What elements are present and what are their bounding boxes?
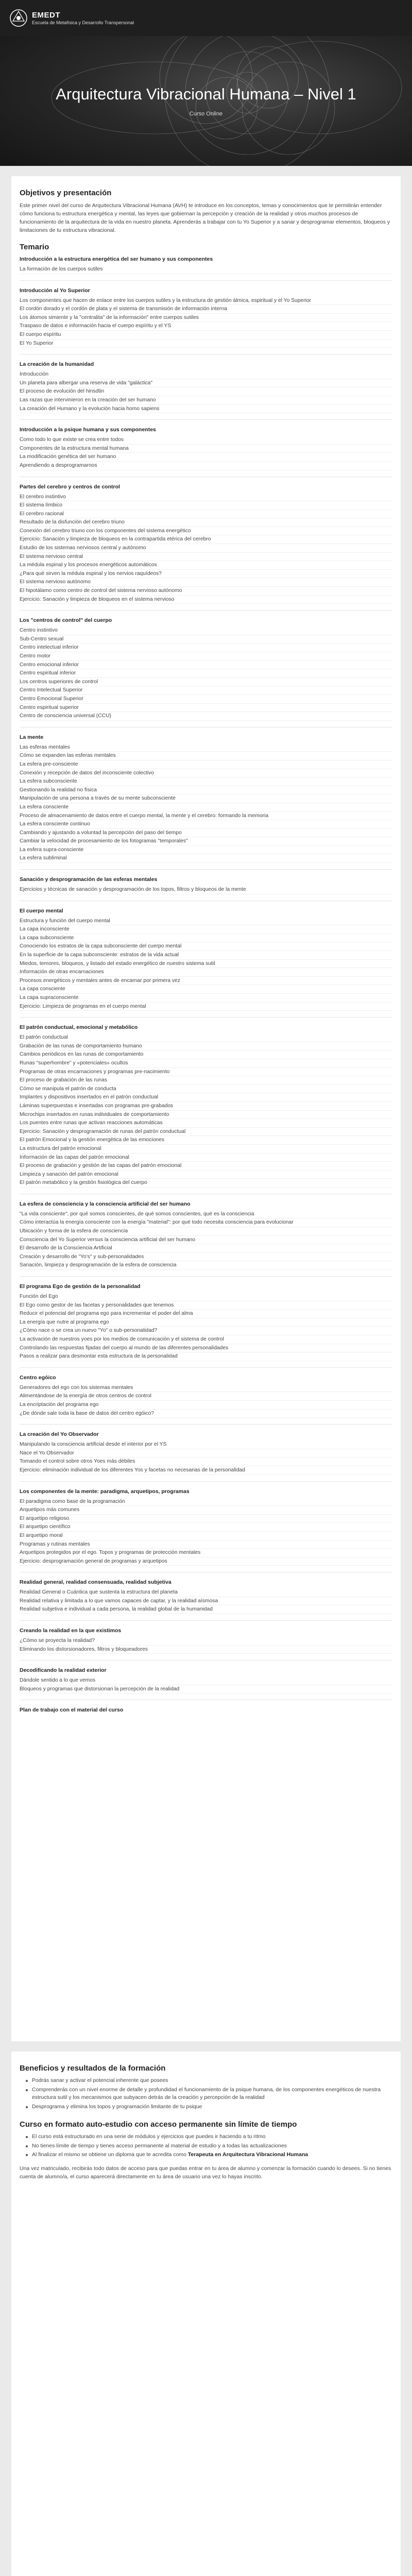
- temario-item: La estructura del patrón emocional: [20, 1145, 392, 1154]
- temario-item: Ejercicio: Sanación y desprogramación de runas del patrón conductual: [20, 1128, 392, 1137]
- temario-item: Introducción: [20, 370, 392, 379]
- temario-item: Cambios periódicos en las runas de comportamiento: [20, 1050, 392, 1059]
- list-item: Desprograma y elimina los topos y programación limitante de tu psique: [26, 2103, 392, 2111]
- temario-item: La activación de nuestros yoes por los medios de comunicación y el sistema de control: [20, 1335, 392, 1344]
- course-subtitle: Curso Online: [189, 111, 223, 117]
- temario-section: [20, 1194, 392, 1270]
- temario-item: La capa consciente: [20, 985, 392, 994]
- temario-section: [20, 901, 392, 1011]
- temario-item: La capa inconsciente: [20, 925, 392, 934]
- temario-item: Las esferas mentales: [20, 743, 392, 752]
- temario-item: La esfera subliminal: [20, 854, 392, 863]
- logo-icon: [9, 9, 28, 27]
- temario-item: "La vida consciente", por qué somos conscientes, de qué somos conscientes, qué es la consciencia: [20, 1210, 392, 1219]
- temario-section: [20, 1017, 392, 1188]
- temario-section: [20, 280, 392, 348]
- temario-item: Ejercicio: desprogramación general de programas y arquetipos: [20, 1557, 392, 1566]
- temario-section: [20, 1424, 392, 1475]
- temario-item: Centro intelectual inferior: [20, 643, 392, 652]
- temario-item: El cerebro racional: [20, 510, 392, 519]
- temario-item: Realidad subjetiva e individual a cada persona, la realidad global de la humanidad: [20, 1605, 392, 1614]
- list-item: Comprenderás con un nivel enorme de detalle y profundidad el funcionamiento de la psique humana, de los componentes energéticos de nuestra estructura sutil y los mecanismos que subyacen detrás de la creación y percepción de la realidad: [26, 2086, 392, 2102]
- temario-section-title: La creación del Yo Observador: [20, 1431, 99, 1438]
- temario-item: Cómo se manipula el patrón de conducta: [20, 1085, 392, 1094]
- temario-item: Arquetipos protegidos por el ego. Topos y programas de protección mentales: [20, 1549, 392, 1557]
- beneficios-list: [26, 2077, 392, 2111]
- temario-item: Información de las capas del patrón emocional: [20, 1154, 392, 1162]
- temario-item: Cambiando y ajustando a voluntad la percepción del paso del tiempo: [20, 829, 392, 838]
- temario-section-title: El cuerpo mental: [20, 907, 63, 914]
- temario-item: En la superficie de la capa subconsciente: estratos de la vida actual: [20, 951, 392, 960]
- temario-item: Procesos energéticos y mentales antes de encarnar por primera vez: [20, 977, 392, 986]
- temario-item: Los componentes que hacen de enlace entre los cuerpos sutiles y la estructura de gestión álmica, espiritual y el Yo Superior: [20, 297, 392, 306]
- temario-item: Estructura y función del cuerpo mental: [20, 917, 392, 926]
- temario-section-title: Creando la realidad en la que existimos: [20, 1628, 122, 1634]
- temario-item: Las razas que intervinieron en la creación del ser humano: [20, 396, 392, 405]
- temario-item: La energía que nutre al programa ego: [20, 1318, 392, 1327]
- list-item: No tienes límite de tiempo y tienes acceso permanente al material de estudio y a todas las actualizaciones: [26, 2142, 392, 2150]
- temario-section: [20, 1276, 392, 1361]
- temario-item: El patrón conductual: [20, 1033, 392, 1042]
- temario-item: Traspaso de datos e información hacia el cuerpo espíritu y el YS: [20, 322, 392, 331]
- temario-section: [20, 1620, 392, 1654]
- temario-item: La esfera pre-consciente: [20, 760, 392, 769]
- temario-item: Centro de consciencia universal (CCU): [20, 712, 392, 721]
- objetivos-text: Este primer nivel del curso de Arquitectura Vibracional Humana (AVH) te introduce en los conceptos, temas y conocimientos que te permitirán entender cómo funciona tu estructura energética y mental, las leyes que gobiernan la percepción y creación de la realidad y otros muchos procesos de funcionamiento de la arquitectura de la vida en nuestro planeta. Aprenderás a trabajar con tu Yo Superior y a sanar y desprogramar elementos, bloqueos y limitaciones de tu estructura vibracional.: [20, 202, 390, 233]
- formato-list: [26, 2133, 392, 2159]
- temario-item: Los átomos simiente y la "centralita" de la información" entre cuerpos sutiles: [20, 314, 392, 323]
- temario-item: Ubicación y forma de la esfera de consciencia: [20, 1227, 392, 1236]
- temario-item: Controlando las respuestas fijadas del cuerpo al mundo de las diferentes personalidades: [20, 1344, 392, 1353]
- temario-item: Microchips insertados en runas individuales de comportamiento: [20, 1111, 392, 1120]
- benefits-card: [11, 2052, 401, 2576]
- temario-item: El cordón dorado y el cordón de plata y el sistema de transmisión de información interna: [20, 305, 392, 314]
- temario-item: La modificación genética del ser humano: [20, 453, 392, 462]
- temario-item: La médula espinal y los procesos energéticos automáticos: [20, 561, 392, 570]
- temario-item: Pasos a realizar para desmontar esta estructura de la personalidad: [20, 1352, 392, 1361]
- temario-item: ¿De dónde sale toda la base de datos del centro egóico?: [20, 1410, 392, 1418]
- temario-section: [20, 1700, 392, 1714]
- temario-item: El patrón Emocional y la gestión energética de las emociones: [20, 1136, 392, 1145]
- list-item-text: Al finalizar el mismo se obtiene un diploma que te acredita como: [32, 2151, 188, 2158]
- temario-item: El arquetipo religioso: [20, 1515, 392, 1523]
- temario-item: Cómo se expanden las esferas mentales: [20, 752, 392, 760]
- temario-item: Centro espiritual superior: [20, 704, 392, 713]
- temario-item: Aprendiendo a desprogramarnos: [20, 462, 392, 470]
- temario-item: Componentes de la estructura mental humana: [20, 445, 392, 453]
- temario-item: Generadores del ego con los sistemas mentales: [20, 1384, 392, 1393]
- temario-section: [20, 1481, 392, 1566]
- temario-section: [20, 419, 392, 470]
- temario-item: La capa supraconsciente: [20, 994, 392, 1003]
- temario-item: El desarrollo de la Consciencia Artificial: [20, 1244, 392, 1253]
- temario-item: Estudio de los sistemas nerviosos central y autónomo: [20, 544, 392, 553]
- temario-item: El sistema límbico: [20, 501, 392, 510]
- temario-item: Función del Ego: [20, 1293, 392, 1301]
- site-logo[interactable]: [9, 9, 134, 27]
- brand-name: EMEDT: [32, 11, 60, 20]
- temario-section: [20, 256, 392, 274]
- temario-item: Bloqueos y programas que distorsionan la percepción de la realidad: [20, 1685, 392, 1694]
- temario-section: [20, 1660, 392, 1693]
- temario-item: Eliminando los distorsionadores, filtros y bloqueadores: [20, 1646, 392, 1654]
- temario-item: Implantes y dispositivos insertados en el patrón conductual: [20, 1093, 392, 1102]
- temario-section-title: Centro egóico: [20, 1374, 56, 1381]
- temario-item: Nace el Yo Observador: [20, 1449, 392, 1458]
- temario-section-title: Decodificando la realidad exterior: [20, 1667, 107, 1674]
- temario-item: Reducir el potencial del programa ego para incrementar el poder del alma: [20, 1310, 392, 1318]
- temario-item: Manipulando la consciencia artificial desde el interior por el YS: [20, 1440, 392, 1449]
- temario-item: La capa subconsciente: [20, 934, 392, 943]
- formato-heading: Curso en formato auto-estudio con acceso permanente sin límite de tiempo: [20, 2120, 297, 2129]
- temario-section-title: Introducción al Yo Superior: [20, 287, 90, 294]
- temario-item: ¿Cómo se proyecta la realidad?: [20, 1637, 392, 1646]
- temario-item: Proceso de almacenamiento de datos entre el cuerpo mental, la mente y el cerebro: formando la memoria: [20, 812, 392, 821]
- temario-section: [20, 1572, 392, 1614]
- temario-item: Ejercicio: Sanación y limpieza de bloqueos en la contrapartida etérica del cerebro: [20, 535, 392, 544]
- course-title: Arquitectura Vibracional Humana – Nivel 1: [56, 85, 356, 103]
- temario-item: Runas "superhombre" y «potenciales» ocultos: [20, 1059, 392, 1068]
- temario-section-title: La mente: [20, 734, 44, 740]
- temario-item: Láminas superpuestas e insertadas con programas pre-grabados: [20, 1102, 392, 1111]
- enrolment-note: Una vez matriculado, recibirás todo datos de acceso para que puedas entrar en tu área de alumno y comenzar la formación cuando lo desees. Si no tienes cuenta de alumno/a, el curso aparecerá directamente en tu área de usuario una vez lo hayas inscrito.: [20, 2165, 391, 2180]
- temario-item: Gestionando la realidad no física: [20, 786, 392, 795]
- temario-section-title: El programa Ego de gestión de la personalidad: [20, 1283, 141, 1290]
- diploma-title: Terapeuta en Arquitectura Vibracional Humana: [187, 2151, 308, 2158]
- temario-item: El proceso de grabación y gestión de las capas del patrón emocional: [20, 1162, 392, 1171]
- temario-item: Sub-Centro sexual: [20, 635, 392, 644]
- temario-item: Conexión y recepción de datos del inconsciente colectivo: [20, 769, 392, 778]
- temario-item: Miedos, temores, bloqueos, y listado del estado energético de nuestro sistema sutil: [20, 960, 392, 969]
- temario-item: Tomando el control sobre otros Yoes más débiles: [20, 1458, 392, 1466]
- temario-item: Limpieza y sanación del patrón emocional: [20, 1171, 392, 1179]
- list-item: Podrás sanar y activar el potencial inherente que posees: [26, 2077, 392, 2085]
- temario-item: Centro espiritual inferior: [20, 669, 392, 678]
- temario-item: Programas y rutinas mentales: [20, 1540, 392, 1549]
- temario-item: Manipulación de una persona a través de su mente subconsciente: [20, 794, 392, 803]
- temario-item: Sanación, limpieza y desprogramación de la esfera de consciencia: [20, 1261, 392, 1270]
- temario-item: Un planeta para albergar una reserva de vida "galáctica": [20, 379, 392, 388]
- temario-item: Información de otras encarnaciones: [20, 968, 392, 977]
- temario-heading: Temario: [20, 243, 49, 251]
- temario-item: Ejercicio: Sanación y limpieza de bloqueos en el sistema nervioso: [20, 596, 392, 604]
- temario-item: Resultado de la disfunción del cerebro triuno: [20, 518, 392, 527]
- temario-item: Centro instintivo: [20, 626, 392, 635]
- temario-section: [20, 727, 392, 863]
- temario-item: El hipotálamo como centro de control del sistema nervioso autónomo: [20, 587, 392, 596]
- temario-item: Ejercicios y técnicas de sanación y desprogramación de los topos, filtros y bloqueos de la mente: [20, 886, 392, 894]
- temario-section-title: Plan de trabajo con el material del curso: [20, 1707, 124, 1714]
- temario-item: Realidad relativa y limitada a lo que vamos capaces de captar, y la realidad aísmosa: [20, 1597, 392, 1606]
- temario-item: ¿Para qué sirven la médula espinal y los nervios raquídeos?: [20, 570, 392, 579]
- temario-item: El Yo Superior: [20, 340, 392, 348]
- temario-section-title: Los componentes de la mente: paradigma, arquetipos, programas: [20, 1488, 190, 1495]
- list-item: [26, 2151, 392, 2159]
- temario-item: El patrón metabólico y la gestión fisiológica del cuerpo: [20, 1179, 392, 1188]
- temario-section: [20, 869, 392, 894]
- temario-item: Programas de otras encarnaciones y programas pre-nacimiento: [20, 1068, 392, 1077]
- hero-banner: [0, 36, 412, 166]
- temario-item: La encriptación del programa ego: [20, 1401, 392, 1410]
- temario-item: La esfera subconsciente: [20, 777, 392, 786]
- temario-section: [20, 1367, 392, 1418]
- temario-section-title: Partes del cerebro y centros de control: [20, 483, 120, 490]
- temario-item: Conociendo los estratos de la capa subconsciente del cuerpo mental: [20, 942, 392, 951]
- temario-item: Consciencia del Yo Superior versus la consciencia artificial del ser humano: [20, 1236, 392, 1245]
- temario-item: La esfera consciente: [20, 803, 392, 812]
- top-bar: [0, 0, 412, 36]
- temario-item: El proceso de grabación de las runas: [20, 1076, 392, 1085]
- temario-item: Dándole sentido a lo que vemos: [20, 1676, 392, 1685]
- temario-section: [20, 354, 392, 413]
- temario-item: Ejercicio: Limpieza de programas en el cuerpo mental: [20, 1003, 392, 1011]
- temario-item: Arquetipos más comunes: [20, 1506, 392, 1515]
- temario-item: La formación de los cuerpos sutiles: [20, 265, 392, 274]
- temario-list: [20, 256, 392, 1714]
- temario-section-title: Introducción a la psique humana y sus componentes: [20, 427, 156, 433]
- course-content-card: [11, 176, 401, 2041]
- temario-item: El cerebro instintivo: [20, 493, 392, 502]
- temario-section-title: El patrón conductual, emocional y metabólico: [20, 1024, 138, 1031]
- temario-item: Cómo interactúa la energía consciente con la energía "material": por qué todo necesita consciencia para evolucionar: [20, 1218, 392, 1227]
- temario-item: Centro Intelectual Superior: [20, 686, 392, 695]
- temario-section-title: Introducción a la estructura energética del ser humano y sus componentes: [20, 256, 213, 262]
- temario-item: Centro motor: [20, 652, 392, 661]
- temario-item: La esfera consciente continuo: [20, 820, 392, 829]
- objetivos-heading: Objetivos y presentación: [20, 189, 112, 197]
- temario-item: El sistema nervioso central: [20, 553, 392, 562]
- temario-section-title: Sanación y desprogramación de las esferas mentales: [20, 876, 158, 883]
- temario-item: Realidad General o Cuántica que sustenta la estructura del planeta: [20, 1588, 392, 1597]
- temario-item: La esfera supra-consciente: [20, 846, 392, 855]
- list-item: El curso está estructurado en una serie de módulos y ejercicios que puedes ir haciendo a tu ritmo: [26, 2133, 392, 2141]
- temario-item: Grabación de las runas de comportamiento humano: [20, 1042, 392, 1051]
- temario-item: Centro emocional inferior: [20, 661, 392, 670]
- temario-item: El arquetipo moral: [20, 1532, 392, 1540]
- temario-item: Alimentándose de la energía de otros centros de control: [20, 1392, 392, 1401]
- temario-item: Ejercicio: eliminación individual de los diferentes Yos y facetas no necesarias de la personalidad: [20, 1466, 392, 1475]
- temario-section-title: La creación de la humanidad: [20, 361, 94, 368]
- temario-item: El cuerpo espíritu: [20, 331, 392, 340]
- temario-item: Como todo lo que existe se crea entre todos: [20, 436, 392, 445]
- temario-item: Conexión del cerebro triuno con los componentes del sistema energético: [20, 527, 392, 536]
- temario-item: Los puentes entre runas que activan reacciones automáticas: [20, 1119, 392, 1128]
- temario-section: [20, 477, 392, 604]
- temario-item: Centro Emocional Superior: [20, 695, 392, 704]
- temario-section: [20, 610, 392, 721]
- temario-item: La creación del Humano y la evolución hacia homo sapiens: [20, 405, 392, 414]
- beneficios-heading: Beneficios y resultados de la formación: [20, 2064, 166, 2073]
- temario-item: El paradigma como base de la programación: [20, 1498, 392, 1506]
- temario-item: ¿Cómo nace o se crea un nuevo "Yo" o sub-personalidad?: [20, 1327, 392, 1335]
- temario-section-title: La esfera de consciencia y la consciencia artificial del ser humano: [20, 1200, 191, 1207]
- temario-section-title: Los "centros de control" del cuerpo: [20, 617, 112, 624]
- temario-item: El arquetipo científico: [20, 1523, 392, 1532]
- temario-item: El sistema nervioso autónomo: [20, 578, 392, 587]
- brand-tagline: Escuela de Metafísica y Desarrollo Transpersonal: [32, 20, 134, 25]
- temario-item: El proceso de evolución del hinsdtin: [20, 387, 392, 396]
- temario-item: Creación y desarrollo de "Yo's" y sub-personalidades: [20, 1253, 392, 1262]
- temario-section-title: Realidad general, realidad consensuada, realidad subjetiva: [20, 1579, 171, 1586]
- temario-item: El Ego como gestor de las facetas y personalidades que tenemos: [20, 1301, 392, 1310]
- temario-item: Cambiar la velocidad de procesamiento de los fotogramas "temporales": [20, 837, 392, 846]
- temario-item: Los centros superiores de control: [20, 678, 392, 687]
